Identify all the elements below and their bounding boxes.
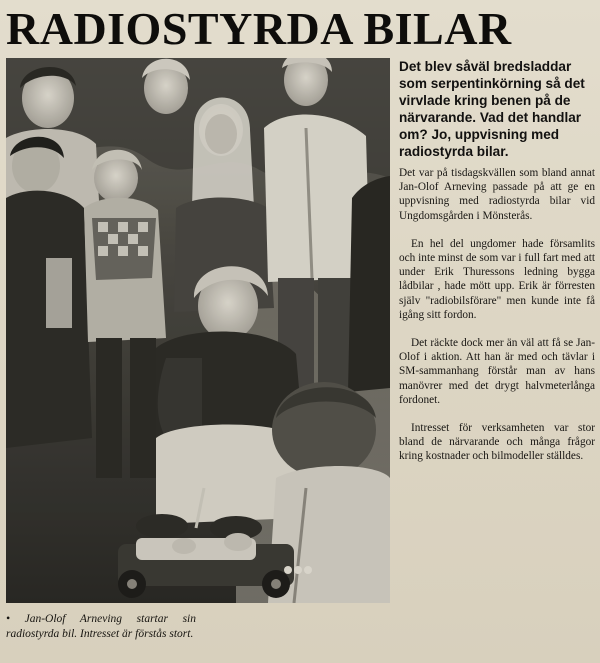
article-photo	[6, 58, 390, 603]
photo-illustration	[6, 58, 390, 603]
photo-caption: • Jan-Olof Arneving startar sin radiostyrda bil. Intresset är förstås stort.	[6, 613, 196, 640]
article-paragraph: Intresset för verksamheten var stor bland de närvarande och många frågor kring kostnader och bilmodeller ställdes.	[399, 422, 595, 463]
article-ingress: Det blev såväl bredsladdar som serpentinkörning så det virvlade kring benen på de närvarande. Vad det handlar om? Jo, uppvisning med radiostyrda bilar.	[399, 59, 585, 159]
article-text-column	[399, 58, 595, 478]
article-paragraph: Det var på tisdagskvällen som bland annat Jan-Olof Arneving passade på att ge en uppvisning med radiostyrda bilar vid Ungdomsgården i Mönsterås.	[399, 167, 595, 222]
article-paragraph: En hel del ungdomer hade församlits och inte minst de som var i full fart med att under Erik Thuressons ledning bygga lådbilar , hade mött upp. Erik är förresten själv "radiobilsförare" men kunde inte få igång sitt fordon.	[399, 237, 595, 321]
headline: RADIOSTYRDA BILAR	[6, 3, 512, 54]
article-paragraph: Det räckte dock mer än väl att få se Jan-Olof i aktion. Att han är med och tävlar i SM-sammanhang förstår man av hans manövrer med det drygt halvmeterlånga fordonet.	[399, 337, 595, 406]
caption-whitespace	[205, 612, 390, 660]
